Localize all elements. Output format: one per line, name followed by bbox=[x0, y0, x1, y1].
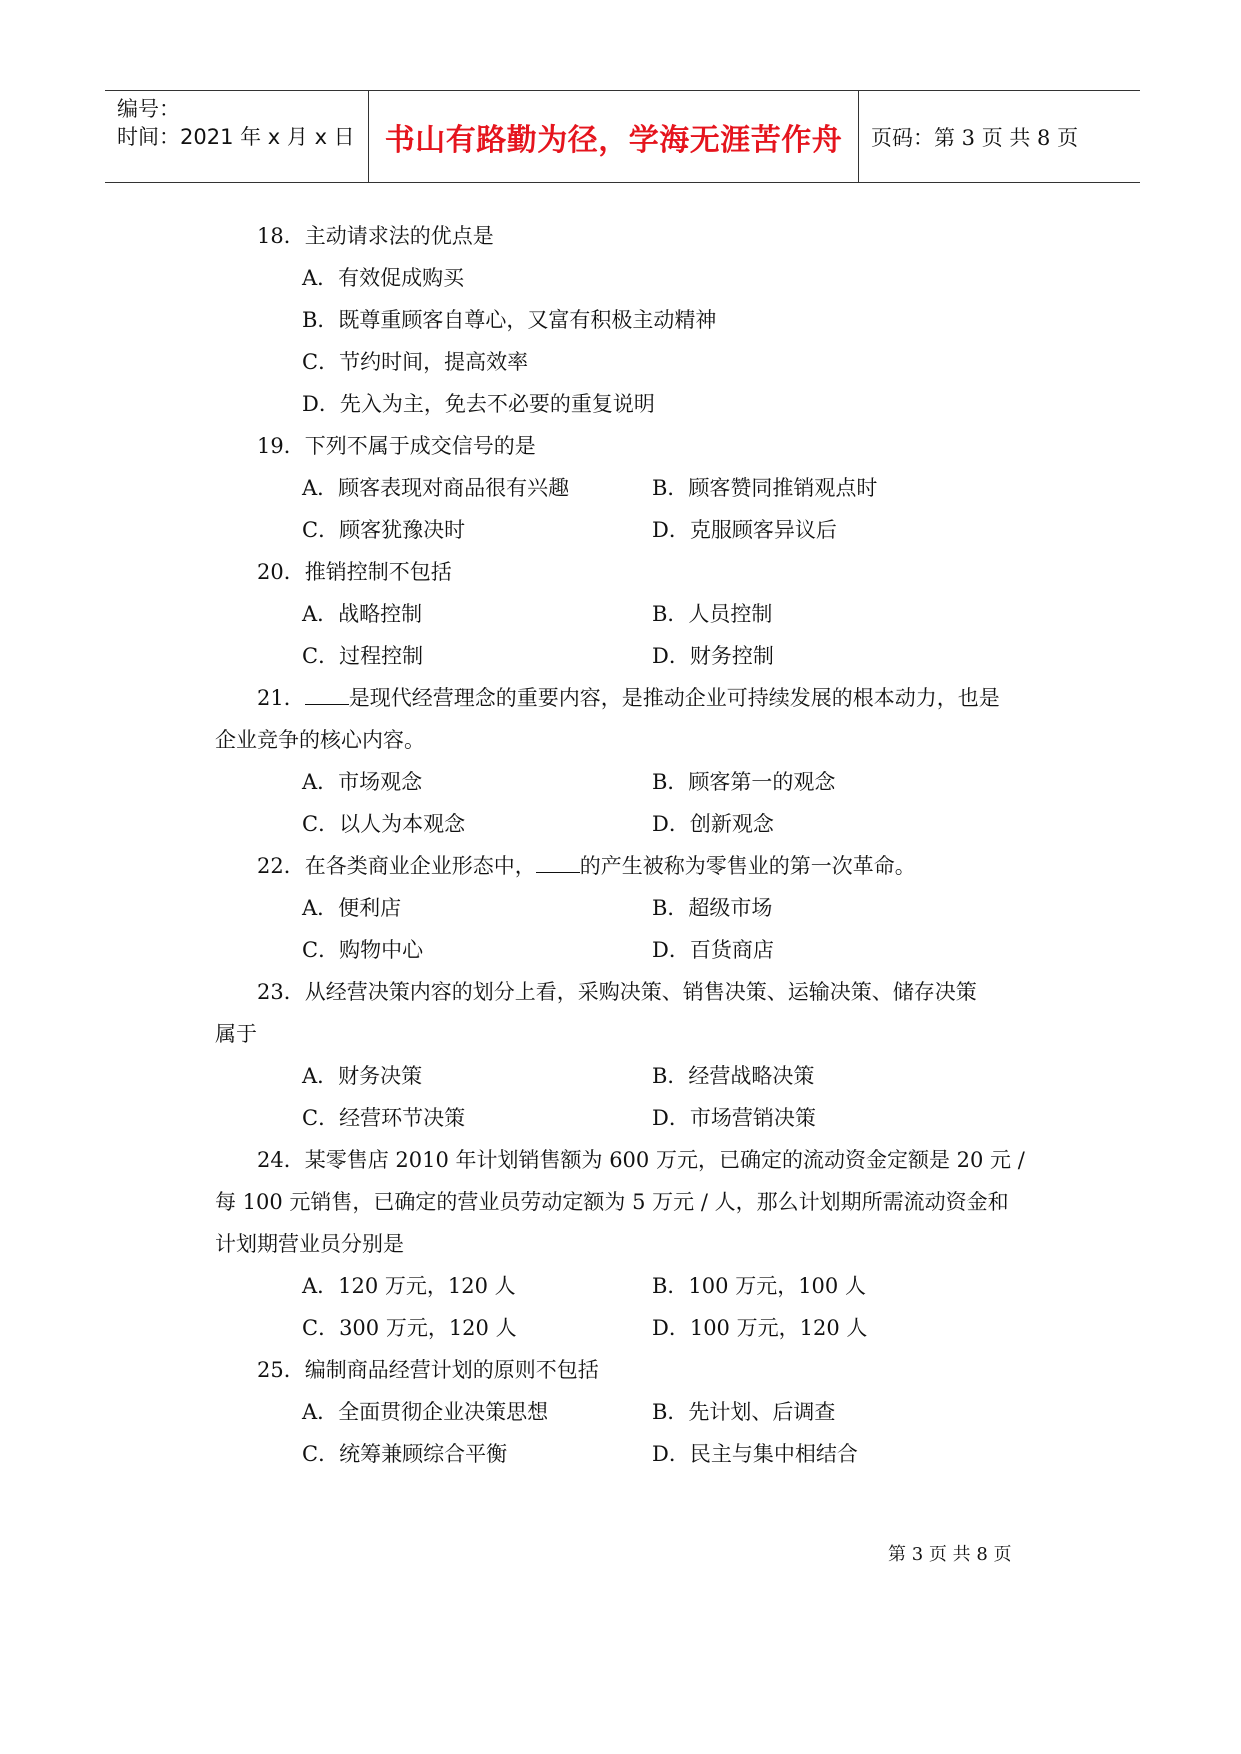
header-meta bbox=[105, 91, 369, 182]
option: B．既尊重顾客自尊心，又富有积极主动精神 bbox=[302, 308, 717, 332]
option: C．购物中心 bbox=[302, 938, 424, 962]
question-stem-continued: 属于 bbox=[215, 1022, 257, 1046]
question-stem: 20．推销控制不包括 bbox=[257, 560, 452, 584]
header-motto-cell bbox=[369, 91, 859, 182]
page-header bbox=[105, 90, 1140, 183]
option: A．战略控制 bbox=[302, 602, 423, 626]
option: A．便利店 bbox=[302, 896, 402, 920]
question-stem: 23．从经营决策内容的划分上看，采购决策、销售决策、运输决策、储存决策 bbox=[257, 980, 977, 1004]
stem-suffix: 是现代经营理念的重要内容，是推动企业可持续发展的根本动力，也是 bbox=[348, 686, 1000, 710]
option: D．市场营销决策 bbox=[652, 1106, 816, 1130]
stem-prefix: 22．在各类商业企业形态中， bbox=[257, 854, 536, 878]
stem-suffix: 的产生被称为零售业的第一次革命。 bbox=[579, 854, 916, 878]
question-stem: 24．某零售店 2010 年计划销售额为 600 万元，已确定的流动资金定额是 20 元 / bbox=[257, 1148, 1025, 1172]
option: C．节约时间，提高效率 bbox=[302, 350, 529, 374]
option: A．全面贯彻企业决策思想 bbox=[302, 1400, 549, 1424]
header-page-label: 页码：第 3 页 共 8 页 bbox=[871, 125, 1079, 150]
option: D．克服顾客异议后 bbox=[652, 518, 837, 542]
fill-blank bbox=[305, 684, 349, 705]
fill-blank bbox=[536, 852, 580, 873]
question-stem-continued: 企业竞争的核心内容。 bbox=[215, 728, 425, 752]
option: B．先计划、后调查 bbox=[652, 1400, 836, 1424]
option: B．超级市场 bbox=[652, 896, 773, 920]
option: C．经营环节决策 bbox=[302, 1106, 466, 1130]
option: D．百货商店 bbox=[652, 938, 774, 962]
header-time-label: 时间：2021 年 x 月 x 日 bbox=[117, 125, 355, 149]
option: A．120 万元，120 人 bbox=[302, 1274, 516, 1298]
option: C．统筹兼顾综合平衡 bbox=[302, 1442, 508, 1466]
stem-prefix: 21． bbox=[257, 686, 305, 710]
question-stem: 19．下列不属于成交信号的是 bbox=[257, 434, 536, 458]
option: B．经营战略决策 bbox=[652, 1064, 815, 1088]
option: A．顾客表现对商品很有兴趣 bbox=[302, 476, 570, 500]
option: B．顾客赞同推销观点时 bbox=[652, 476, 878, 500]
option: C．以人为本观念 bbox=[302, 812, 466, 836]
option: C．过程控制 bbox=[302, 644, 424, 668]
header-number-label: 编号： bbox=[117, 97, 180, 121]
option: B．人员控制 bbox=[652, 602, 773, 626]
page-footer: 第 3 页 共 8 页 bbox=[888, 1544, 1012, 1565]
option: A．有效促成购买 bbox=[302, 266, 465, 290]
question-stem-continued: 计划期营业员分别是 bbox=[215, 1232, 404, 1256]
option: D．财务控制 bbox=[652, 644, 774, 668]
option: A．市场观念 bbox=[302, 770, 423, 794]
option: B．100 万元，100 人 bbox=[652, 1274, 866, 1298]
option: D．创新观念 bbox=[652, 812, 774, 836]
option: C．顾客犹豫决时 bbox=[302, 518, 466, 542]
question-stem bbox=[257, 851, 916, 881]
question-stem: 18．主动请求法的优点是 bbox=[257, 224, 494, 248]
option: C．300 万元，120 人 bbox=[302, 1316, 517, 1340]
option: D．先入为主，免去不必要的重复说明 bbox=[302, 392, 655, 416]
header-motto: 书山有路勤为径，学海无涯苦作舟 bbox=[384, 122, 843, 158]
header-page-cell bbox=[859, 91, 1140, 182]
question-stem-continued: 每 100 元销售，已确定的营业员劳动定额为 5 万元 / 人，那么计划期所需流动资金和 bbox=[215, 1190, 1009, 1214]
option: B．顾客第一的观念 bbox=[652, 770, 836, 794]
option: A．财务决策 bbox=[302, 1064, 423, 1088]
question-stem bbox=[257, 683, 1000, 713]
question-stem: 25．编制商品经营计划的原则不包括 bbox=[257, 1358, 599, 1382]
option: D．100 万元，120 人 bbox=[652, 1316, 868, 1340]
option: D．民主与集中相结合 bbox=[652, 1442, 858, 1466]
